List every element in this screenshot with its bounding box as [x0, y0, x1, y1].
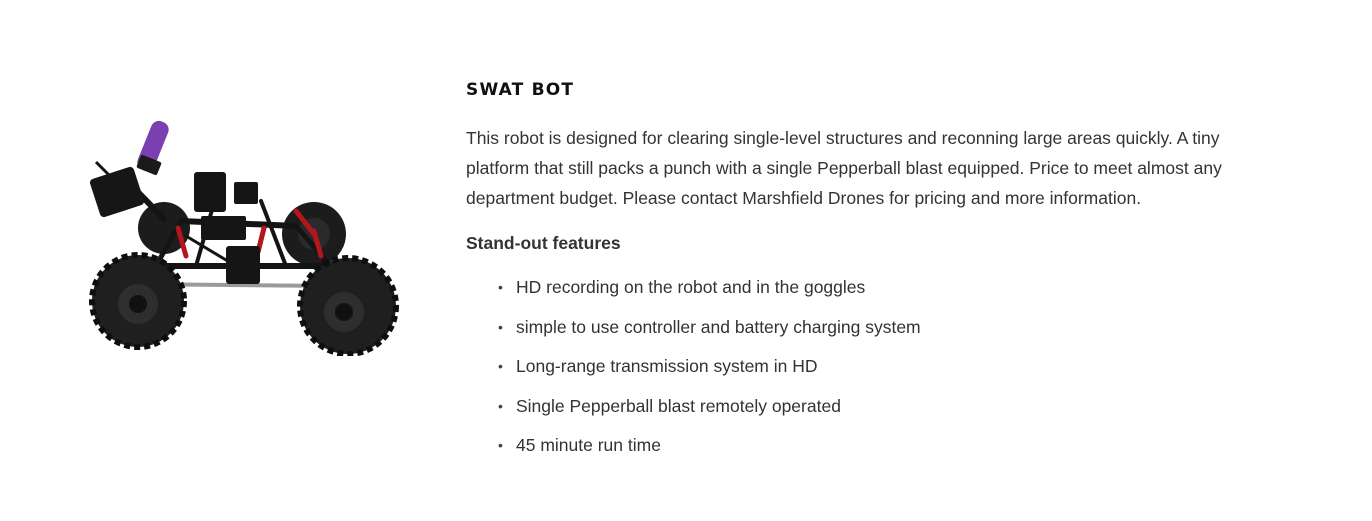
front-left-wheel [92, 255, 184, 347]
list-item [498, 275, 1246, 299]
features-heading: Stand-out features [466, 233, 621, 253]
swat-bot-robot-image [86, 116, 402, 356]
bullet-icon: • [498, 318, 503, 335]
list-item [498, 315, 1246, 339]
features-list [466, 275, 1246, 457]
feature-text: HD recording on the robot and in the goggles [516, 277, 866, 297]
list-item [498, 354, 1246, 378]
list-item [498, 394, 1246, 418]
bullet-icon: • [498, 437, 503, 454]
bullet-icon: • [498, 358, 503, 375]
feature-text: 45 minute run time [516, 435, 661, 456]
bullet-icon: • [498, 397, 503, 414]
product-description: This robot is designed for clearing single-level structures and reconning large areas quickly. A tiny platform that still packs a punch with a single Pepperball blast equipped. Price to meet almost any department budget. Please contact Marshfield Drones for pricing and more information. [466, 128, 1222, 208]
bullet-icon: • [498, 279, 503, 295]
launcher-housing [89, 166, 145, 218]
product-title: SWAT BOT [466, 80, 575, 100]
product-details [466, 78, 1246, 473]
feature-text: simple to use controller and battery charging system [516, 316, 921, 337]
list-item [498, 433, 1246, 457]
feature-text: Long-range transmission system in HD [516, 356, 818, 377]
rear-left-wheel [300, 258, 396, 354]
feature-text: Single Pepperball blast remotely operated [516, 395, 841, 416]
